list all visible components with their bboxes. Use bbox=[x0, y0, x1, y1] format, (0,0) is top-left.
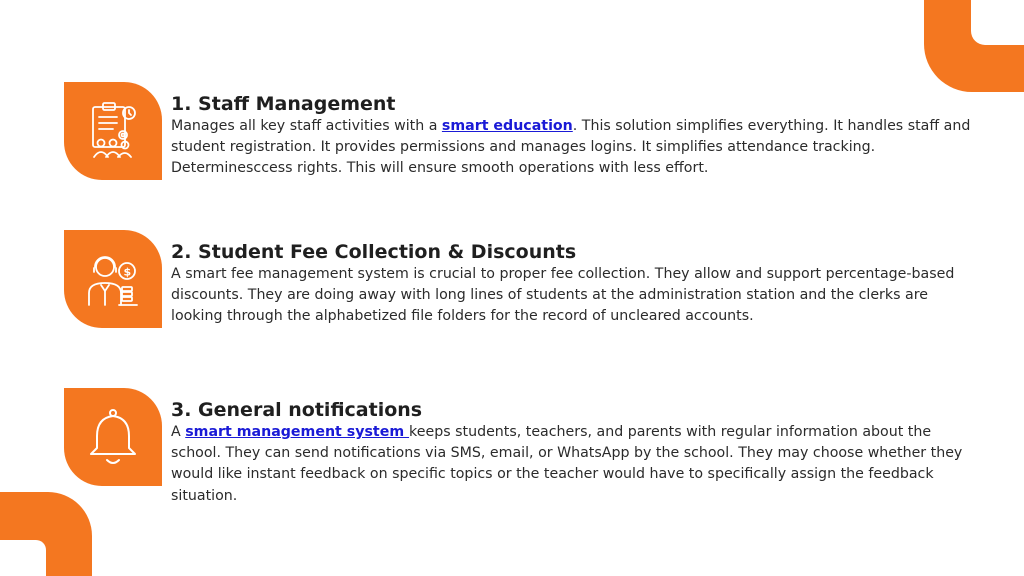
icon-box bbox=[64, 82, 162, 180]
section-text bbox=[171, 240, 971, 328]
body-text: A bbox=[171, 424, 186, 440]
section-body bbox=[171, 422, 971, 507]
svg-text:$: $ bbox=[123, 265, 132, 279]
section-heading: 2. Student Fee Collection & Discounts bbox=[171, 241, 577, 263]
corner-decoration-cutout bbox=[971, 0, 1024, 45]
icon-box bbox=[64, 230, 162, 328]
body-text: keeps students, teachers, and parents with regular information about the school. They can send notifications via SMS, email, or WhatsApp by the school. They may choose whether they would like instant feedback on specific topics or the teacher would have to specifically assign the feedback situation. bbox=[171, 424, 963, 504]
section-heading: 1. Staff Management bbox=[171, 93, 396, 115]
body-text: Manages all key staff activities with a bbox=[171, 118, 442, 134]
icon-box bbox=[64, 388, 162, 486]
smart-education-link[interactable]: smart education bbox=[441, 118, 573, 134]
section-heading: 3. General notifications bbox=[171, 399, 423, 421]
corner-decoration-cutout bbox=[0, 540, 46, 576]
section-text bbox=[171, 398, 971, 507]
body-text: . This solution simplifies everything. It handles staff and student registration. It provides permissions and manages logins. It simplifies attendance tracking. Determinesccess rights. This will ensure smooth operations with less effort. bbox=[171, 118, 971, 177]
section-text bbox=[171, 92, 971, 180]
smart-management-system-link[interactable]: smart management system bbox=[185, 424, 410, 440]
section-body: A smart fee management system is crucial to proper fee collection. They allow and support percentage-based discounts. They are doing away with long lines of students at the administration station and the clerks are looking through the alphabetized file folders for the record of uncleared accounts. bbox=[171, 266, 955, 325]
clipboard-team-icon bbox=[81, 99, 145, 163]
section-body bbox=[171, 116, 971, 180]
fee-collector-icon bbox=[81, 247, 145, 311]
bell-icon bbox=[81, 405, 145, 469]
